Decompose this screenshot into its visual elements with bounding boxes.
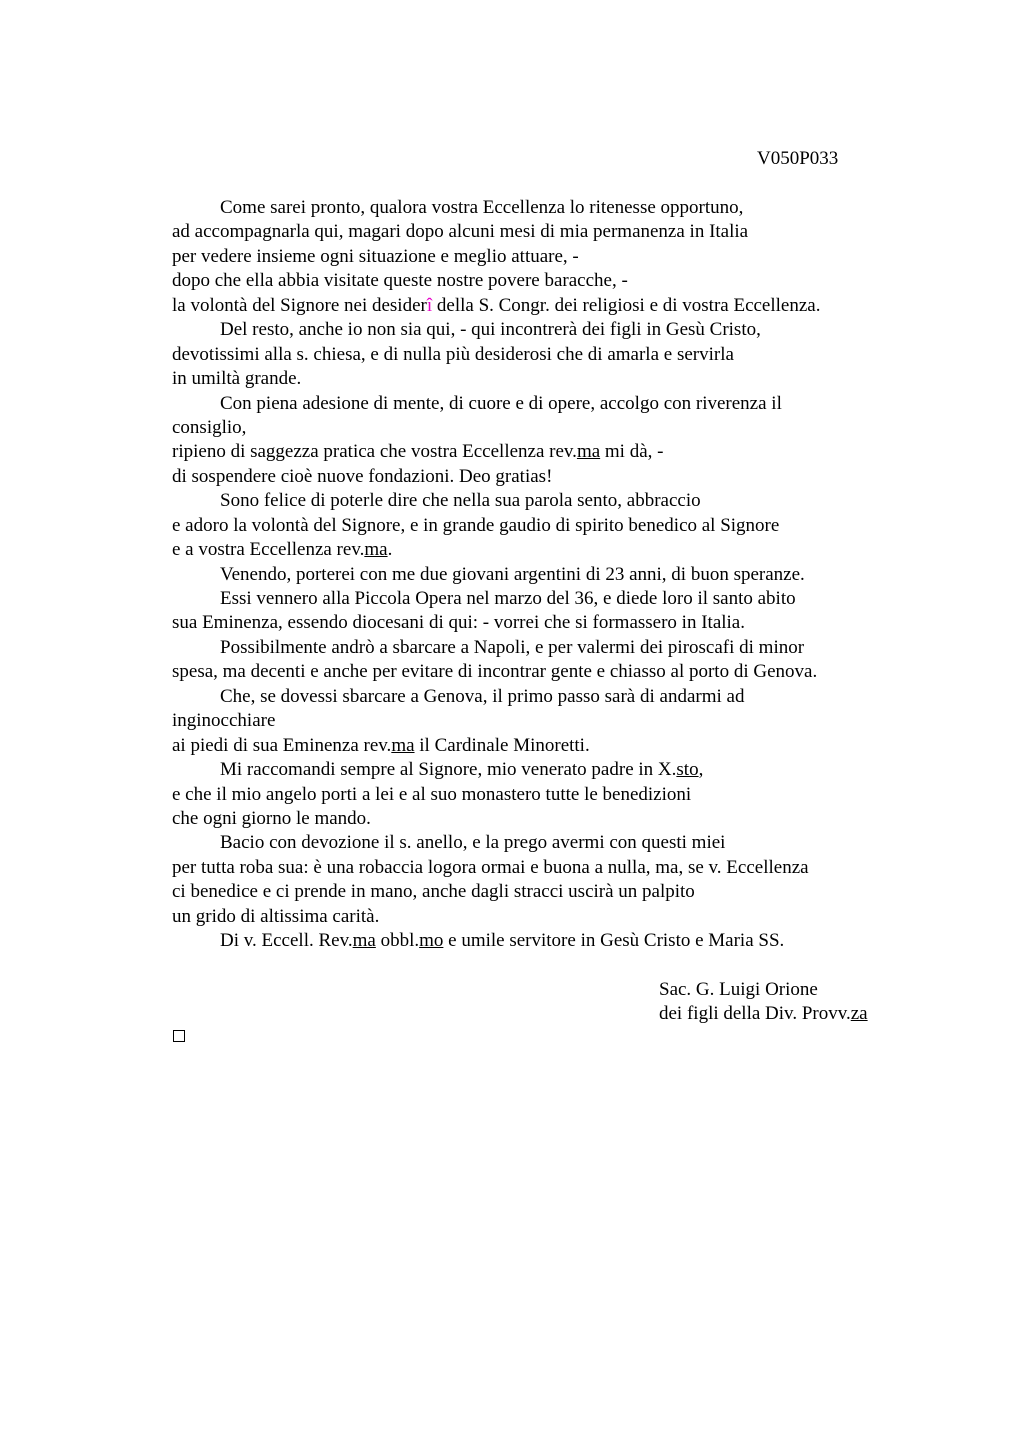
text-segment: un grido di altissima carità. xyxy=(172,905,380,927)
text-line xyxy=(172,563,932,587)
text-line xyxy=(172,611,932,635)
letter-body xyxy=(172,196,932,954)
text-line xyxy=(172,660,932,684)
text-segment: Possibilmente andrò a sbarcare a Napoli, e per valermi dei piroscafi di minor xyxy=(220,636,805,658)
text-segment: e adoro la volontà del Signore, e in grande gaudio di spirito benedico al Signore xyxy=(172,514,780,536)
text-segment: consiglio, xyxy=(172,416,247,438)
text-line xyxy=(172,636,932,660)
text-line xyxy=(172,905,932,929)
text-line xyxy=(172,489,932,513)
text-segment: obbl. xyxy=(375,930,420,952)
page-reference: V050P033 xyxy=(757,148,839,169)
signature-block xyxy=(659,978,868,1027)
signature-name: Sac. G. Luigi Orione xyxy=(659,979,818,1000)
text-segment: Essi vennero alla Piccola Opera nel marzo del 36, e diede loro il santo abito xyxy=(220,588,796,609)
signature-title-prefix: dei figli della Div. Provv. xyxy=(659,1003,851,1025)
text-segment: Venendo, porterei con me due giovani argentini di 23 anni, di buon speranze. xyxy=(220,563,805,585)
text-segment: e a vostra Eccellenza rev. xyxy=(172,539,365,561)
text-line xyxy=(172,758,932,782)
text-segment: devotissimi alla s. chiesa, e di nulla più desiderosi che di amarla e servirla xyxy=(172,343,734,365)
text-line xyxy=(172,416,932,440)
checkbox-square-icon xyxy=(173,1030,185,1042)
text-segment: per tutta roba sua: è una robaccia logora ormai e buona a nulla, ma, se v. Eccellenza xyxy=(172,856,809,878)
text-segment: di sospendere cioè nuove fondazioni. Deo gratias! xyxy=(172,465,553,487)
text-line xyxy=(172,318,932,342)
text-segment: Mi raccomandi sempre al Signore, mio venerato padre in X. xyxy=(220,759,677,781)
abbreviation-superscript: sto xyxy=(676,759,699,781)
text-segment: sua Eminenza, essendo diocesani di qui: - vorrei che si formassero in Italia. xyxy=(172,612,745,634)
text-line xyxy=(172,685,932,709)
text-line xyxy=(172,465,932,489)
text-line xyxy=(172,880,932,904)
abbreviation-superscript: ma xyxy=(364,539,388,561)
text-segment: Bacio con devozione il s. anello, e la prego avermi con questi miei xyxy=(220,832,726,854)
text-line xyxy=(172,514,932,538)
abbreviation-superscript: ma xyxy=(391,734,415,756)
text-line xyxy=(172,269,932,293)
text-segment: della S. Congr. dei religiosi e di vostra Eccellenza. xyxy=(432,294,821,316)
text-line xyxy=(172,538,932,562)
abbreviation-superscript: mo xyxy=(419,930,444,952)
text-segment: inginocchiare xyxy=(172,710,276,732)
text-line xyxy=(172,392,932,416)
text-segment: ripieno di saggezza pratica che vostra Eccellenza rev. xyxy=(172,441,577,463)
text-segment: dopo che ella abbia visitate queste nostre povere baracche, - xyxy=(172,270,628,292)
text-line xyxy=(172,440,932,464)
text-segment: e che il mio angelo porti a lei e al suo monastero tutte le benedizioni xyxy=(172,783,692,805)
text-segment: per vedere insieme ogni situazione e meglio attuare, - xyxy=(172,245,579,267)
text-line xyxy=(172,196,932,220)
text-line xyxy=(172,709,932,733)
text-line xyxy=(172,343,932,367)
text-segment: ci benedice e ci prende in mano, anche dagli stracci uscirà un palpito xyxy=(172,881,695,903)
accented-char: î xyxy=(426,294,433,316)
text-segment: Del resto, anche io non sia qui, - qui incontrerà dei figli in Gesù Cristo, xyxy=(220,319,761,341)
text-segment: e umile servitore in Gesù Cristo e Maria SS. xyxy=(443,930,785,952)
signature-title-suffix: za xyxy=(850,1003,868,1025)
text-segment: ad accompagnarla qui, magari dopo alcuni mesi di mia permanenza in Italia xyxy=(172,221,749,243)
text-segment: in umiltà grande. xyxy=(172,368,302,390)
text-segment: Che, se dovessi sbarcare a Genova, il primo passo sarà di andarmi ad xyxy=(220,685,745,707)
text-line xyxy=(172,929,932,953)
text-segment: Di v. Eccell. Rev. xyxy=(220,930,353,952)
text-segment: . xyxy=(387,539,393,561)
text-segment: mi dà, - xyxy=(600,441,664,463)
text-segment: Come sarei pronto, qualora vostra Eccellenza lo ritenesse opportuno, xyxy=(220,197,744,218)
text-segment: che ogni giorno le mando. xyxy=(172,807,371,829)
text-segment: spesa, ma decenti e anche per evitare di incontrar gente e chiasso al porto di Genova. xyxy=(172,661,818,683)
text-line xyxy=(172,587,932,611)
text-segment: la volontà del Signore nei desider xyxy=(172,294,427,316)
text-line xyxy=(172,245,932,269)
text-line xyxy=(172,294,932,318)
signature-title xyxy=(659,1002,868,1026)
text-line xyxy=(172,367,932,391)
abbreviation-superscript: ma xyxy=(352,930,376,952)
text-line xyxy=(172,856,932,880)
text-line xyxy=(172,220,932,244)
text-segment: ai piedi di sua Eminenza rev. xyxy=(172,734,392,756)
text-segment: Sono felice di poterle dire che nella sua parola sento, abbraccio xyxy=(220,490,701,512)
text-segment: , xyxy=(698,759,704,781)
text-line xyxy=(172,831,932,855)
text-line xyxy=(172,783,932,807)
text-line xyxy=(172,807,932,831)
text-line xyxy=(172,734,932,758)
text-segment: il Cardinale Minoretti. xyxy=(414,734,590,756)
text-segment: Con piena adesione di mente, di cuore e di opere, accolgo con riverenza il xyxy=(220,392,782,414)
abbreviation-superscript: ma xyxy=(576,441,601,463)
